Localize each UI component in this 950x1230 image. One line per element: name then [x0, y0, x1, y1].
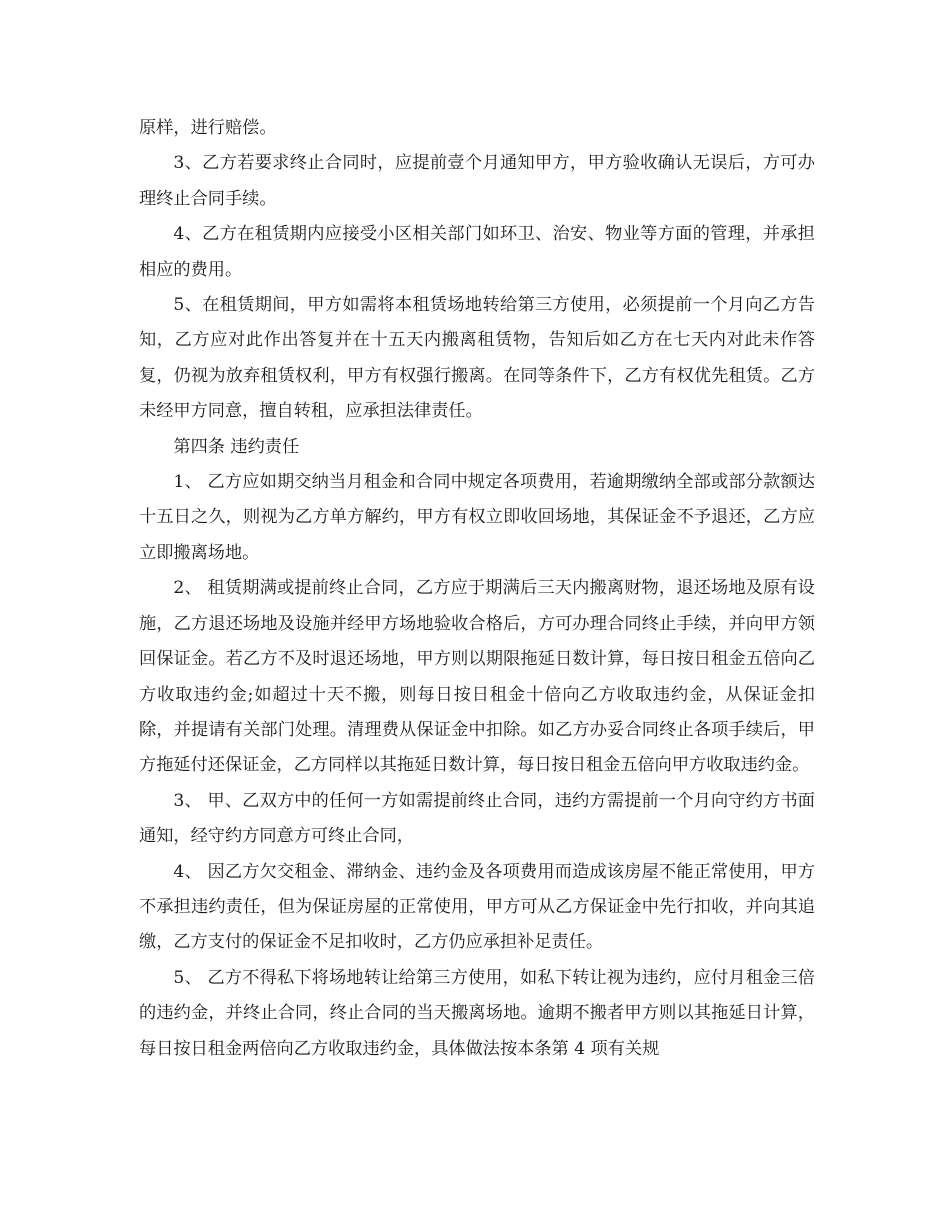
section-heading-article-4: 第四条 违约责任	[173, 436, 300, 457]
paragraph-liability-4: 4、 因乙方欠交租金、滞纳金、违约金及各项费用而造成该房屋不能正常使用，甲方不承担违约责任，但为保证房屋的正常使用，甲方可从乙方保证金中先行扣收，并向其追缴，乙方支付的保证金不足扣收时，乙方仍应承担补足责任。	[139, 861, 815, 953]
paragraph-liability-1: 1、 乙方应如期交纳当月租金和合同中规定各项费用，若逾期缴纳全部或部分款额达十五日之久，则视为乙方单方解约，甲方有权立即收回场地，其保证金不予退还，乙方应立即搬离场地。	[139, 472, 815, 563]
paragraph-liability-3: 3、 甲、乙双方中的任何一方如需提前终止合同，违约方需提前一个月向守约方书面通知，经守约方同意方可终止合同，	[139, 790, 815, 847]
paragraph-clause-3: 3、乙方若要求终止合同时，应提前壹个月通知甲方，甲方验收确认无误后，方可办理终止合同手续。	[139, 153, 815, 209]
paragraph-liability-2: 2、 租赁期满或提前终止合同，乙方应于期满后三天内搬离财物，退还场地及原有设施，乙方退还场地及设施并经甲方场地验收合格后，方可办理合同终止手续，并向甲方领回保证金。若乙方不及时退还场地，甲方则以期限拖延日数计算，每日按日租金五倍向乙方收取违约金;如超过十天不搬，则每日按日租金十倍向乙方收取违约金，从保证金扣除，并提请有关部门处理。清理费从保证金中扣除。如乙方办妥合同终止各项手续后，甲方拖延付还保证金，乙方同样以其拖延日数计算，每日按日租金五倍向甲方收取违约金。	[139, 578, 815, 776]
paragraph-clause-5: 5、在租赁期间，甲方如需将本租赁场地转给第三方使用，必须提前一个月向乙方告知，乙方应对此作出答复并在十五天内搬离租赁物，告知后如乙方在七天内对此未作答复，仍视为放弃租赁权利，甲方有权强行搬离。在同等条件下，乙方有权优先租赁。乙方未经甲方同意，擅自转租，应承担法律责任。	[139, 295, 815, 422]
paragraph-continuation: 原样，进行赔偿。	[139, 118, 277, 138]
document-body	[139, 111, 815, 1067]
paragraph-clause-4: 4、乙方在租赁期内应接受小区相关部门如环卫、治安、物业等方面的管理，并承担相应的费用。	[139, 224, 815, 280]
paragraph-liability-5: 5、 乙方不得私下将场地转让给第三方使用，如私下转让视为违约，应付月租金三倍的违约金，并终止合同，终止合同的当天搬离场地。逾期不搬者甲方则以其拖延日计算，每日按日租金两倍向乙方收取违约金，具体做法按本条第 4 项有关规	[139, 967, 815, 1059]
